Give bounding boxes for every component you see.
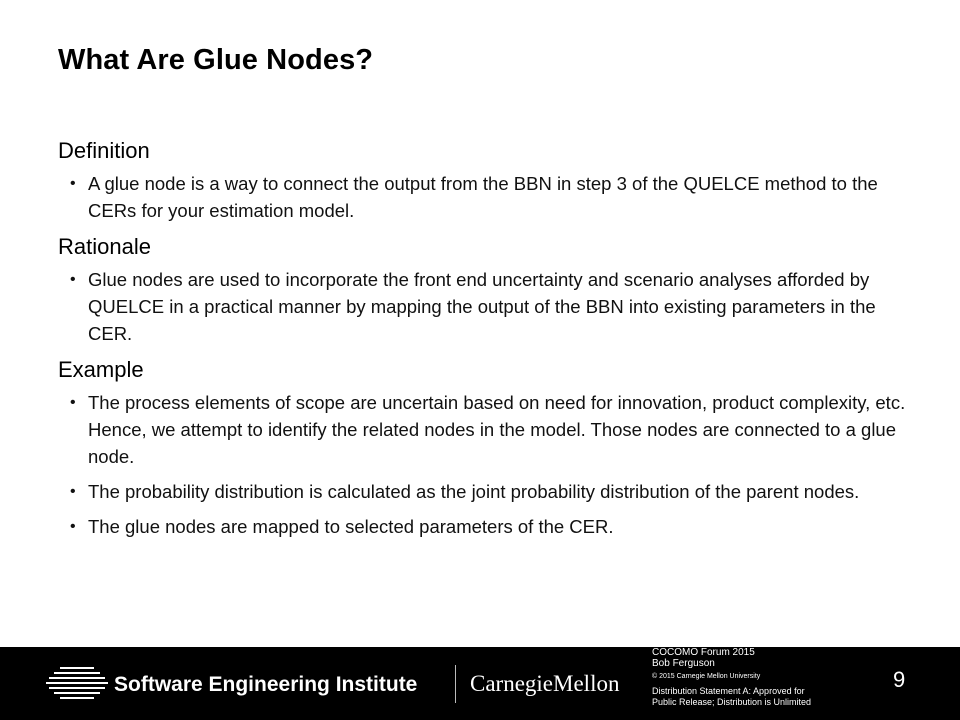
bullet-item: • The probability distribution is calculated as the joint probability distribution of the parent nodes. xyxy=(58,478,908,505)
page-number: 9 xyxy=(893,667,906,692)
section-heading-example: Example xyxy=(58,357,144,382)
author-name: Bob Ferguson xyxy=(652,658,715,669)
bullet-item: • The process elements of scope are uncertain based on need for innovation, product complexity, etc. Hence, we attempt to identify the related nodes in the model. Those nodes are connected to a glue node. xyxy=(58,389,908,470)
section-heading-rationale: Rationale xyxy=(58,234,151,259)
sei-name: Software Engineering Institute xyxy=(114,673,418,696)
distribution-statement-line2: Public Release; Distribution is Unlimited xyxy=(652,697,812,707)
bullet-item: • The glue nodes are mapped to selected parameters of the CER. xyxy=(58,513,908,540)
bullet-item: • Glue nodes are used to incorporate the front end uncertainty and scenario analyses afforded by QUELCE in a practical manner by mapping the output of the BBN into existing parameters in the CER. xyxy=(58,266,908,347)
cmu-wordmark: CarnegieMellon xyxy=(470,671,620,696)
footer-meta xyxy=(652,647,852,708)
footer-bar xyxy=(0,647,960,720)
event-name: COCOMO Forum 2015 xyxy=(652,647,755,658)
sei-logo-icon xyxy=(46,665,108,706)
slide-body xyxy=(58,136,908,548)
bullet-item: • A glue node is a way to connect the output from the BBN in step 3 of the QUELCE method to the CERs for your estimation model. xyxy=(58,170,908,224)
slide-title: What Are Glue Nodes? xyxy=(58,44,374,76)
distribution-statement-line1: Distribution Statement A: Approved for xyxy=(652,686,805,696)
footer-divider xyxy=(455,665,456,703)
copyright-text: © 2015 Carnegie Mellon University xyxy=(652,673,761,680)
section-heading-definition: Definition xyxy=(58,138,150,163)
